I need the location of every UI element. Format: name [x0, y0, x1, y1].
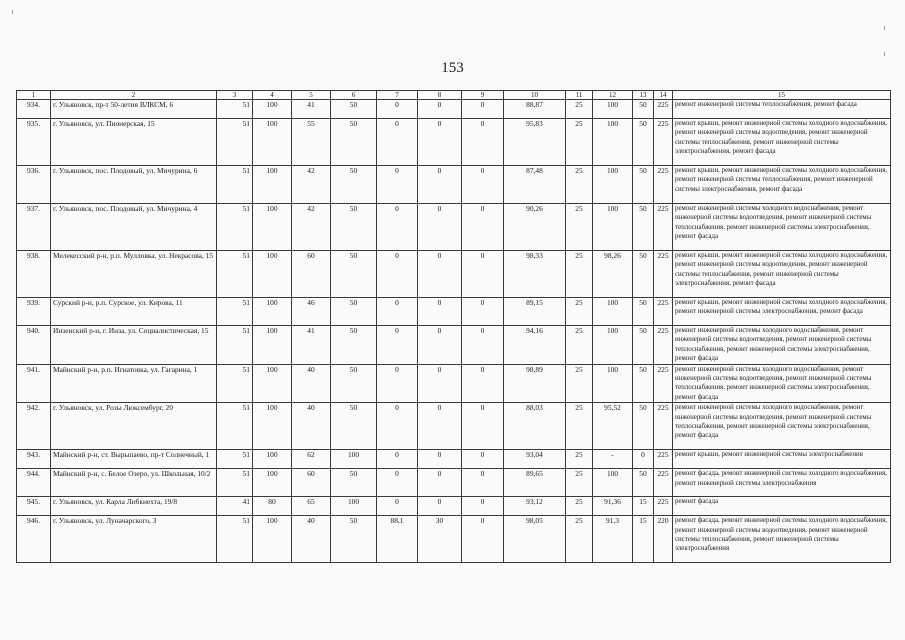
value-cell: 40	[292, 364, 331, 403]
value-cell: 50	[633, 298, 654, 326]
column-number: 6	[331, 91, 377, 100]
value-cell: 50	[633, 204, 654, 251]
value-cell: 100	[593, 204, 633, 251]
value-cell: 25	[566, 450, 593, 469]
value-cell: 41	[217, 497, 253, 516]
value-cell: 88,1	[377, 516, 418, 563]
value-cell: 15	[633, 497, 654, 516]
row-number: 940.	[17, 326, 51, 365]
value-cell: 55	[292, 119, 331, 166]
value-cell: 0	[377, 166, 418, 204]
value-cell: 225	[654, 403, 673, 450]
row-number: 936.	[17, 166, 51, 204]
value-cell: 25	[566, 119, 593, 166]
works-cell: ремонт крыши, ремонт инженерной системы электроснабжения	[673, 450, 891, 469]
value-cell: 65	[292, 497, 331, 516]
value-cell: 50	[331, 516, 377, 563]
value-cell: 0	[462, 364, 504, 403]
value-cell: 46	[292, 298, 331, 326]
table-row	[17, 326, 891, 365]
value-cell: 100	[253, 100, 292, 119]
table-row	[17, 251, 891, 298]
value-cell: 100	[253, 469, 292, 497]
table-row	[17, 516, 891, 563]
value-cell: 0	[418, 251, 462, 298]
works-cell: ремонт фасада, ремонт инженерной системы холодного водоснабжения, ремонт инженерной системы водоотведения, ремонт инженерной системы теплоснабжения, ремонт инженерной системы электроснабжения	[673, 516, 891, 563]
value-cell: 93,12	[504, 497, 566, 516]
table-row	[17, 204, 891, 251]
table-row	[17, 364, 891, 403]
value-cell: 62	[292, 450, 331, 469]
value-cell: 90,26	[504, 204, 566, 251]
value-cell: 50	[633, 403, 654, 450]
value-cell: 225	[654, 298, 673, 326]
value-cell: 93,04	[504, 450, 566, 469]
value-cell: 88,87	[504, 100, 566, 119]
value-cell: 225	[654, 119, 673, 166]
value-cell: 225	[654, 497, 673, 516]
value-cell: 225	[654, 326, 673, 365]
value-cell: 100	[253, 403, 292, 450]
address-cell: г. Ульяновск, ул. Луначарского, 3	[51, 516, 217, 563]
value-cell: 50	[633, 364, 654, 403]
value-cell: 60	[292, 469, 331, 497]
value-cell: 100	[593, 298, 633, 326]
value-cell: 50	[331, 469, 377, 497]
value-cell: 0	[377, 364, 418, 403]
value-cell: 25	[566, 364, 593, 403]
value-cell: 50	[633, 119, 654, 166]
value-cell: 100	[593, 469, 633, 497]
value-cell: 51	[217, 204, 253, 251]
value-cell: 0	[377, 497, 418, 516]
value-cell: 100	[253, 450, 292, 469]
works-cell: ремонт инженерной системы холодного водоснабжения, ремонт инженерной системы водоотведения, ремонт инженерной системы теплоснабжения, ремонт инженерной системы электроснабжения, ремонт фасада	[673, 403, 891, 450]
value-cell: 25	[566, 100, 593, 119]
address-cell: г. Ульяновск, ул. Пионерская, 15	[51, 119, 217, 166]
value-cell: 0	[633, 450, 654, 469]
address-cell: г. Ульяновск, пр-т 50-летия ВЛКСМ, 6	[51, 100, 217, 119]
value-cell: 225	[654, 204, 673, 251]
row-number: 934.	[17, 100, 51, 119]
address-cell: Майнский р-н, р.п. Игнатовка, ул. Гагарина, 1	[51, 364, 217, 403]
value-cell: 0	[377, 204, 418, 251]
repair-registry-table	[16, 90, 891, 563]
value-cell: 100	[253, 119, 292, 166]
column-number: 1	[17, 91, 51, 100]
works-cell: ремонт инженерной системы холодного водоснабжения, ремонт инженерной системы водоотведения, ремонт инженерной системы теплоснабжения, ремонт инженерной системы электроснабжения, ремонт фасада	[673, 326, 891, 365]
value-cell: 91,3	[593, 516, 633, 563]
works-cell: ремонт инженерной системы теплоснабжения, ремонт фасада	[673, 100, 891, 119]
value-cell: 0	[462, 469, 504, 497]
address-cell: Майнский р-н, ст. Вырыпаево, пр-т Солнечный, 1	[51, 450, 217, 469]
value-cell: 87,48	[504, 166, 566, 204]
value-cell: 0	[462, 251, 504, 298]
row-number: 938.	[17, 251, 51, 298]
table-row	[17, 403, 891, 450]
column-number: 11	[566, 91, 593, 100]
column-number: 12	[593, 91, 633, 100]
table-row	[17, 450, 891, 469]
value-cell: 42	[292, 204, 331, 251]
value-cell: 50	[633, 251, 654, 298]
value-cell: 50	[633, 166, 654, 204]
value-cell: 0	[418, 469, 462, 497]
column-number-row	[17, 91, 891, 100]
value-cell: 50	[633, 326, 654, 365]
value-cell: 51	[217, 119, 253, 166]
value-cell: 60	[292, 251, 331, 298]
value-cell: 0	[462, 516, 504, 563]
value-cell: 0	[377, 119, 418, 166]
value-cell: 0	[462, 100, 504, 119]
value-cell: 51	[217, 516, 253, 563]
address-cell: г. Ульяновск, ул. Розы Люксембург, 20	[51, 403, 217, 450]
value-cell: 51	[217, 166, 253, 204]
value-cell: 100	[253, 251, 292, 298]
value-cell: 50	[331, 100, 377, 119]
table-row	[17, 298, 891, 326]
value-cell: 0	[418, 450, 462, 469]
column-number: 4	[253, 91, 292, 100]
value-cell: 98,89	[504, 364, 566, 403]
column-number: 7	[377, 91, 418, 100]
address-cell: Сурский р-н, р.п. Сурское, ул. Кирова, 11	[51, 298, 217, 326]
value-cell: 95,83	[504, 119, 566, 166]
table-row	[17, 469, 891, 497]
value-cell: 88,03	[504, 403, 566, 450]
value-cell: 51	[217, 251, 253, 298]
value-cell: 100	[253, 204, 292, 251]
works-cell: ремонт крыши, ремонт инженерной системы холодного водоснабжения, ремонт инженерной системы теплоснабжения, ремонт инженерной системы электроснабжения, ремонт фасада	[673, 166, 891, 204]
value-cell: 100	[253, 166, 292, 204]
value-cell: 0	[377, 469, 418, 497]
value-cell: 0	[377, 403, 418, 450]
value-cell: 25	[566, 403, 593, 450]
column-number: 5	[292, 91, 331, 100]
value-cell: 51	[217, 364, 253, 403]
address-cell: Майнский р-н, с. Белое Озеро, ул. Школьная, 10/2	[51, 469, 217, 497]
value-cell: 94,16	[504, 326, 566, 365]
value-cell: 225	[654, 251, 673, 298]
page-number: 153	[441, 60, 464, 76]
value-cell: 100	[593, 100, 633, 119]
row-number: 944.	[17, 469, 51, 497]
value-cell: 25	[566, 251, 593, 298]
value-cell: 0	[462, 204, 504, 251]
address-cell: Мелекесский р-н, р.п. Мулловка, ул. Некрасова, 15	[51, 251, 217, 298]
value-cell: 25	[566, 326, 593, 365]
value-cell: 0	[462, 497, 504, 516]
row-number: 935.	[17, 119, 51, 166]
value-cell: 0	[377, 450, 418, 469]
value-cell: 51	[217, 298, 253, 326]
scan-artifact	[12, 10, 13, 14]
table-row	[17, 497, 891, 516]
address-cell: Инзенский р-н, г. Инза, ул. Социалистическая, 15	[51, 326, 217, 365]
value-cell: 100	[253, 364, 292, 403]
value-cell: 0	[418, 166, 462, 204]
value-cell: 225	[654, 364, 673, 403]
value-cell: 100	[593, 364, 633, 403]
value-cell: 0	[418, 403, 462, 450]
value-cell: 0	[462, 326, 504, 365]
value-cell: 25	[566, 516, 593, 563]
value-cell: 50	[331, 119, 377, 166]
value-cell: 0	[462, 166, 504, 204]
value-cell: 0	[377, 100, 418, 119]
row-number: 946.	[17, 516, 51, 563]
value-cell: 30	[418, 516, 462, 563]
value-cell: 100	[253, 516, 292, 563]
value-cell: 25	[566, 469, 593, 497]
value-cell: 0	[462, 403, 504, 450]
column-number: 14	[654, 91, 673, 100]
value-cell: 0	[377, 298, 418, 326]
value-cell: 225	[654, 450, 673, 469]
value-cell: 100	[593, 166, 633, 204]
value-cell: 0	[418, 119, 462, 166]
value-cell: 50	[633, 100, 654, 119]
value-cell: 40	[292, 516, 331, 563]
value-cell: 50	[331, 298, 377, 326]
value-cell: 98,05	[504, 516, 566, 563]
value-cell: 0	[418, 100, 462, 119]
value-cell: 51	[217, 450, 253, 469]
value-cell: 100	[331, 497, 377, 516]
value-cell: 100	[253, 298, 292, 326]
table-row	[17, 166, 891, 204]
row-number: 939.	[17, 298, 51, 326]
value-cell: 100	[331, 450, 377, 469]
column-number: 2	[51, 91, 217, 100]
value-cell: 15	[633, 516, 654, 563]
value-cell: -	[593, 450, 633, 469]
table-row	[17, 119, 891, 166]
value-cell: 100	[253, 326, 292, 365]
works-cell: ремонт крыши, ремонт инженерной системы холодного водоснабжения, ремонт инженерной системы водоотведения, ремонт инженерной системы теплоснабжения, ремонт инженерной системы электроснабжения, ремонт фасада	[673, 119, 891, 166]
works-cell: ремонт инженерной системы холодного водоснабжения, ремонт инженерной системы водоотведения, ремонт инженерной системы теплоснабжения, ремонт инженерной системы электроснабжения, ремонт фасада	[673, 204, 891, 251]
value-cell: 51	[217, 326, 253, 365]
value-cell: 50	[331, 166, 377, 204]
value-cell: 0	[462, 450, 504, 469]
value-cell: 0	[418, 204, 462, 251]
value-cell: 25	[566, 298, 593, 326]
column-number: 9	[462, 91, 504, 100]
value-cell: 80	[253, 497, 292, 516]
works-cell: ремонт крыши, ремонт инженерной системы холодного водоснабжения, ремонт инженерной системы электроснабжения, ремонт фасада	[673, 298, 891, 326]
address-cell: г. Ульяновск, пос. Плодовый, ул. Мичурина, 4	[51, 204, 217, 251]
value-cell: 225	[654, 166, 673, 204]
value-cell: 50	[633, 469, 654, 497]
value-cell: 0	[418, 497, 462, 516]
works-cell: ремонт крыши, ремонт инженерной системы холодного водоснабжения, ремонт инженерной системы водоотведения, ремонт инженерной системы теплоснабжения, ремонт инженерной системы электроснабжения, ремонт фасада	[673, 251, 891, 298]
value-cell: 0	[418, 326, 462, 365]
value-cell: 0	[462, 298, 504, 326]
value-cell: 50	[331, 204, 377, 251]
value-cell: 220	[654, 516, 673, 563]
value-cell: 50	[331, 326, 377, 365]
works-cell: ремонт инженерной системы холодного водоснабжения, ремонт инженерной системы водоотведения, ремонт инженерной системы теплоснабжения, ремонт инженерной системы электроснабжения, ремонт фасада	[673, 364, 891, 403]
value-cell: 25	[566, 204, 593, 251]
value-cell: 100	[593, 119, 633, 166]
column-number: 3	[217, 91, 253, 100]
value-cell: 25	[566, 497, 593, 516]
column-number: 15	[673, 91, 891, 100]
value-cell: 40	[292, 403, 331, 450]
value-cell: 50	[331, 403, 377, 450]
value-cell: 100	[593, 326, 633, 365]
works-cell: ремонт фасада	[673, 497, 891, 516]
value-cell: 41	[292, 326, 331, 365]
value-cell: 50	[331, 364, 377, 403]
value-cell: 91,36	[593, 497, 633, 516]
row-number: 945.	[17, 497, 51, 516]
address-cell: г. Ульяновск, ул. Карла Либкнехта, 19/8	[51, 497, 217, 516]
address-cell: г. Ульяновск, пос. Плодовый, ул. Мичурина, 6	[51, 166, 217, 204]
value-cell: 95,52	[593, 403, 633, 450]
value-cell: 225	[654, 100, 673, 119]
value-cell: 25	[566, 166, 593, 204]
works-cell: ремонт фасада, ремонт инженерной системы холодного водоснабжения, ремонт инженерной системы электроснабжения	[673, 469, 891, 497]
value-cell: 98,26	[593, 251, 633, 298]
value-cell: 225	[654, 469, 673, 497]
value-cell: 42	[292, 166, 331, 204]
value-cell: 0	[418, 298, 462, 326]
row-number: 941.	[17, 364, 51, 403]
value-cell: 98,33	[504, 251, 566, 298]
value-cell: 0	[418, 364, 462, 403]
scan-artifact	[884, 52, 885, 56]
value-cell: 0	[377, 326, 418, 365]
column-number: 8	[418, 91, 462, 100]
value-cell: 51	[217, 469, 253, 497]
scan-artifact	[884, 26, 885, 30]
row-number: 937.	[17, 204, 51, 251]
value-cell: 51	[217, 100, 253, 119]
table-row	[17, 100, 891, 119]
value-cell: 0	[377, 251, 418, 298]
value-cell: 89,65	[504, 469, 566, 497]
value-cell: 89,15	[504, 298, 566, 326]
value-cell: 51	[217, 403, 253, 450]
value-cell: 50	[331, 251, 377, 298]
column-number: 10	[504, 91, 566, 100]
row-number: 943.	[17, 450, 51, 469]
value-cell: 41	[292, 100, 331, 119]
value-cell: 0	[462, 119, 504, 166]
row-number: 942.	[17, 403, 51, 450]
column-number: 13	[633, 91, 654, 100]
